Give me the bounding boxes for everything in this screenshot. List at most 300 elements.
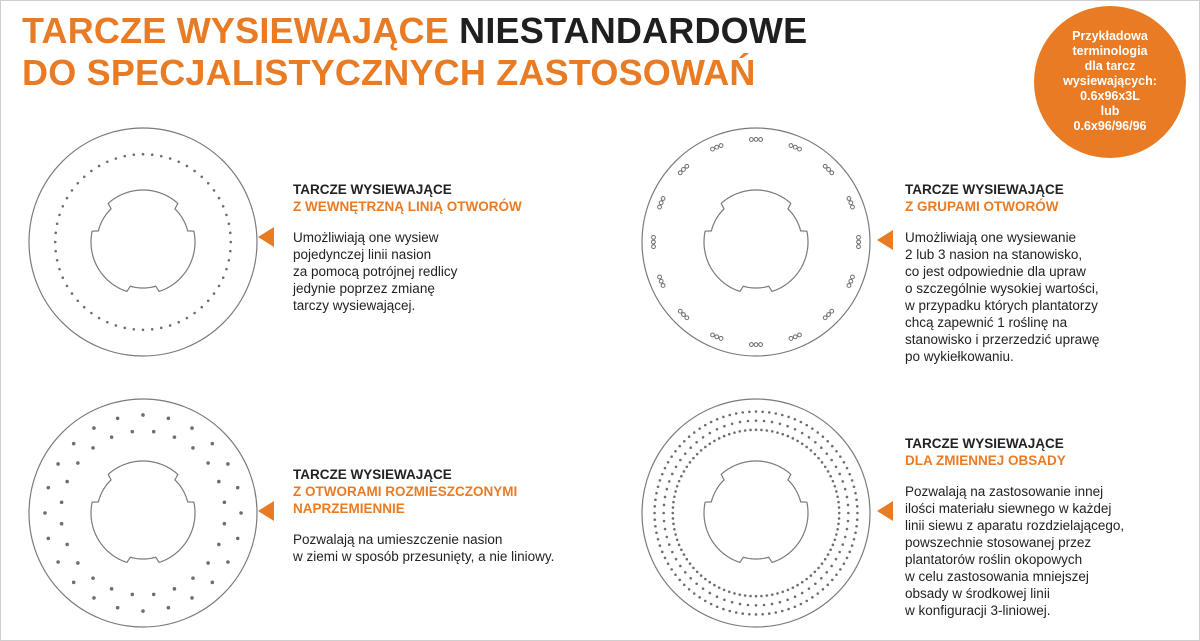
seed-hole bbox=[738, 593, 741, 596]
seed-hole bbox=[56, 560, 60, 564]
seed-hole bbox=[211, 581, 215, 585]
seed-hole bbox=[774, 412, 777, 415]
seed-hole bbox=[679, 459, 682, 462]
seed-hole bbox=[116, 417, 120, 421]
seed-hole bbox=[676, 538, 679, 541]
seed-hole bbox=[841, 480, 844, 483]
seed-hole bbox=[663, 504, 666, 507]
seed-hole bbox=[835, 533, 838, 536]
seed-hole bbox=[702, 436, 705, 439]
seed-hole bbox=[667, 562, 670, 565]
seed-hole bbox=[738, 430, 741, 433]
seed-hole bbox=[66, 197, 69, 200]
seed-hole bbox=[851, 479, 854, 482]
seed-hole bbox=[692, 567, 695, 570]
seed-hole bbox=[763, 604, 766, 607]
seed-hole bbox=[698, 427, 701, 430]
seed-hole bbox=[838, 551, 841, 554]
seed-hole bbox=[781, 610, 784, 613]
seed-hole bbox=[741, 411, 744, 414]
seed-hole bbox=[674, 450, 677, 453]
seed-hole bbox=[792, 586, 795, 589]
seed-hole bbox=[760, 595, 763, 598]
seed-hole bbox=[808, 436, 811, 439]
seed-hole bbox=[106, 321, 109, 324]
seed-hole bbox=[213, 292, 216, 295]
seed-hole bbox=[123, 327, 126, 330]
seed-hole bbox=[695, 582, 698, 585]
seed-hole bbox=[838, 512, 841, 515]
seed-hole bbox=[827, 470, 830, 473]
seed-hole bbox=[829, 475, 832, 478]
seed-hole bbox=[675, 558, 678, 561]
seed-hole bbox=[838, 517, 841, 520]
seed-hole bbox=[749, 595, 752, 598]
seed-hole bbox=[66, 285, 69, 288]
seed-hole bbox=[54, 241, 57, 244]
seed-hole bbox=[854, 492, 857, 495]
seed-hole bbox=[700, 574, 703, 577]
seed-hole bbox=[723, 598, 726, 601]
seed-hole bbox=[853, 485, 856, 488]
seed-hole bbox=[744, 594, 747, 597]
seed-hole bbox=[748, 410, 751, 413]
seed-hole bbox=[664, 496, 667, 499]
seed-hole bbox=[98, 317, 101, 320]
seed-hole bbox=[225, 214, 228, 217]
seed-hole bbox=[855, 498, 858, 501]
seed-hole bbox=[142, 328, 145, 331]
seed-hole bbox=[653, 512, 656, 515]
seed-hole bbox=[222, 205, 225, 208]
seed-hole bbox=[236, 537, 240, 541]
seed-hole bbox=[674, 573, 677, 576]
seed-hole bbox=[814, 571, 817, 574]
seed-hole bbox=[825, 571, 828, 574]
seed-hole bbox=[680, 475, 683, 478]
seed-hole bbox=[704, 600, 707, 603]
seed-hole bbox=[761, 410, 764, 413]
seed-hole bbox=[747, 604, 750, 607]
seed-hole bbox=[58, 268, 61, 271]
section-variable-rate bbox=[905, 435, 1190, 619]
section-body-line: obsady w środkowej linii bbox=[905, 586, 1050, 601]
seed-hole bbox=[225, 268, 228, 271]
seed-hole bbox=[169, 157, 172, 160]
section-body-line: jedynie poprzez zmianę bbox=[293, 281, 435, 296]
seed-hole bbox=[47, 486, 51, 490]
section-body-line: ilości materiału siewnego w każdej bbox=[905, 501, 1112, 516]
seed-hole bbox=[837, 501, 840, 504]
seed-hole bbox=[666, 488, 669, 491]
seed-hole bbox=[716, 428, 719, 431]
seed-hole bbox=[83, 306, 86, 309]
seed-hole bbox=[739, 421, 742, 424]
seed-hole bbox=[856, 518, 859, 521]
seed-hole bbox=[659, 544, 662, 547]
section-body-line: chcą zapewnić 1 roślinę na bbox=[905, 315, 1068, 330]
seed-hole bbox=[821, 461, 824, 464]
seed-hole bbox=[76, 299, 79, 302]
seed-hole bbox=[689, 562, 692, 565]
seed-hole bbox=[710, 421, 713, 424]
seed-hole bbox=[702, 587, 705, 590]
seed-hole bbox=[56, 462, 60, 466]
seed-hole bbox=[655, 531, 658, 534]
seed-hole bbox=[76, 561, 80, 565]
seed-hole bbox=[821, 562, 824, 565]
seed-hole bbox=[731, 601, 734, 604]
seed-hole bbox=[142, 153, 145, 156]
seed-hole bbox=[826, 440, 829, 443]
seed-hole bbox=[678, 480, 681, 483]
seed-hole bbox=[678, 445, 681, 448]
seed-hole bbox=[820, 577, 823, 580]
seed-hole bbox=[676, 485, 679, 488]
seed-hole bbox=[708, 581, 711, 584]
seed-hole bbox=[62, 205, 65, 208]
seed-hole bbox=[668, 543, 671, 546]
seed-hole bbox=[848, 473, 851, 476]
seed-hole bbox=[670, 568, 673, 571]
disc-variable-rate bbox=[639, 396, 873, 630]
seed-hole bbox=[151, 328, 154, 331]
seed-hole bbox=[830, 459, 833, 462]
seed-hole bbox=[814, 582, 817, 585]
seed-hole bbox=[801, 592, 804, 595]
seed-hole bbox=[844, 488, 847, 491]
seed-hole bbox=[110, 435, 114, 439]
seed-hole bbox=[755, 595, 758, 598]
seed-hole bbox=[709, 432, 712, 435]
seed-hole bbox=[60, 522, 64, 526]
seed-hole bbox=[763, 420, 766, 423]
seed-hole bbox=[167, 417, 171, 421]
seed-hole bbox=[747, 420, 750, 423]
seed-hole bbox=[846, 557, 849, 560]
seed-hole bbox=[65, 543, 69, 547]
disc-staggered bbox=[26, 396, 260, 630]
seed-hole bbox=[91, 576, 95, 580]
seed-hole bbox=[728, 433, 731, 436]
section-heading: TARCZE WYSIEWAJĄCE bbox=[905, 436, 1064, 451]
section-body-line: w przypadku których plantatorzy bbox=[905, 298, 1098, 313]
seed-hole bbox=[654, 498, 657, 501]
section-body-line: Pozwalają na zastosowanie innej bbox=[905, 484, 1104, 499]
seed-hole bbox=[141, 413, 145, 417]
seed-hole bbox=[834, 538, 837, 541]
seed-hole bbox=[704, 424, 707, 427]
seed-hole bbox=[841, 543, 844, 546]
seed-hole bbox=[839, 455, 842, 458]
seed-hole bbox=[675, 466, 678, 469]
seed-hole bbox=[65, 480, 69, 484]
seed-hole bbox=[92, 426, 96, 430]
section-body-line: w celu zastosowania mniejszej bbox=[905, 569, 1089, 584]
seed-hole bbox=[853, 538, 856, 541]
seed-hole bbox=[837, 523, 840, 526]
seed-hole bbox=[213, 189, 216, 192]
seed-hole bbox=[683, 470, 686, 473]
seed-hole bbox=[689, 577, 692, 580]
section-subheading: Z WEWNĘTRZNĄ LINIĄ OTWORÓW bbox=[293, 199, 522, 214]
seed-hole bbox=[696, 571, 699, 574]
seed-hole bbox=[239, 511, 243, 515]
seed-hole bbox=[735, 412, 738, 415]
seed-hole bbox=[206, 461, 210, 465]
seed-hole bbox=[693, 431, 696, 434]
seed-hole bbox=[708, 443, 711, 446]
seed-hole bbox=[671, 551, 674, 554]
seed-hole bbox=[661, 473, 664, 476]
seed-hole bbox=[692, 457, 695, 460]
seed-hole bbox=[71, 292, 74, 295]
seed-hole bbox=[846, 528, 849, 531]
seed-hole bbox=[58, 214, 61, 217]
seed-hole bbox=[223, 500, 227, 504]
seed-hole bbox=[771, 421, 774, 424]
seed-hole bbox=[728, 591, 731, 594]
seed-hole bbox=[98, 165, 101, 168]
seed-hole bbox=[151, 153, 154, 156]
seed-hole bbox=[657, 485, 660, 488]
seed-hole bbox=[56, 259, 59, 262]
seed-hole bbox=[831, 579, 834, 582]
seed-hole bbox=[800, 421, 803, 424]
seed-hole bbox=[218, 285, 221, 288]
seed-hole bbox=[218, 197, 221, 200]
section-body-line: w konfiguracji 3-liniowej. bbox=[905, 603, 1051, 618]
seed-hole bbox=[836, 528, 839, 531]
seed-hole bbox=[786, 425, 789, 428]
seed-hole bbox=[792, 437, 795, 440]
seed-hole bbox=[671, 512, 674, 515]
seed-hole bbox=[673, 495, 676, 498]
seed-hole bbox=[728, 414, 731, 417]
disc-outline bbox=[29, 128, 257, 356]
seed-hole bbox=[152, 430, 156, 434]
seed-hole bbox=[152, 593, 156, 597]
seed-hole bbox=[667, 461, 670, 464]
seed-hole bbox=[695, 441, 698, 444]
section-body-line: 2 lub 3 nasion na stanowisko, bbox=[905, 247, 1083, 262]
seed-hole bbox=[686, 558, 689, 561]
seed-hole bbox=[718, 586, 721, 589]
seed-hole bbox=[130, 430, 134, 434]
seed-hole bbox=[835, 573, 838, 576]
seed-hole bbox=[827, 553, 830, 556]
seed-hole bbox=[229, 232, 232, 235]
seed-hole bbox=[794, 595, 797, 598]
title-line-2: DO SPECJALISTYCZNYCH ZASTOSOWAŃ bbox=[22, 52, 756, 93]
seed-hole bbox=[794, 418, 797, 421]
section-inner-line bbox=[293, 181, 593, 314]
seed-hole bbox=[808, 587, 811, 590]
seed-hole bbox=[661, 551, 664, 554]
seed-hole bbox=[760, 429, 763, 432]
seed-hole bbox=[846, 467, 849, 470]
seed-hole bbox=[805, 600, 808, 603]
section-body-line: tarczy wysiewającej. bbox=[293, 298, 416, 313]
section-body-line: powszechnie stosowanej przez bbox=[905, 535, 1092, 550]
seed-hole bbox=[106, 161, 109, 164]
disc-inner-line bbox=[26, 125, 260, 359]
seed-hole bbox=[672, 523, 675, 526]
section-body-line: co jest odpowiednie dla upraw bbox=[905, 264, 1086, 279]
seed-hole bbox=[207, 182, 210, 185]
seed-hole bbox=[160, 155, 163, 158]
seed-hole bbox=[846, 496, 849, 499]
seed-hole bbox=[843, 461, 846, 464]
seed-hole bbox=[847, 504, 850, 507]
seed-hole bbox=[805, 578, 808, 581]
seed-hole bbox=[90, 170, 93, 173]
seed-hole bbox=[76, 182, 79, 185]
seed-hole bbox=[774, 611, 777, 614]
seed-hole bbox=[835, 450, 838, 453]
seed-hole bbox=[683, 440, 686, 443]
seed-hole bbox=[704, 578, 707, 581]
seed-hole bbox=[226, 462, 230, 466]
badge-line: lub bbox=[1100, 103, 1120, 118]
seed-hole bbox=[236, 486, 240, 490]
seed-hole bbox=[207, 299, 210, 302]
seed-hole bbox=[110, 587, 114, 591]
seed-hole bbox=[670, 455, 673, 458]
seed-hole bbox=[768, 612, 771, 615]
seed-hole bbox=[836, 495, 839, 498]
badge-line: 0.6x96/96/96 bbox=[1073, 118, 1147, 133]
seed-hole bbox=[653, 505, 656, 508]
seed-hole bbox=[686, 465, 689, 468]
seed-hole bbox=[723, 425, 726, 428]
seed-hole bbox=[835, 558, 838, 561]
seed-hole bbox=[832, 480, 835, 483]
pointer-arrow-icon bbox=[877, 501, 893, 521]
section-body-line: stanowisko i przerzedzić uprawę bbox=[905, 332, 1100, 347]
seed-hole bbox=[678, 544, 681, 547]
seed-hole bbox=[805, 424, 808, 427]
seed-hole bbox=[824, 558, 827, 561]
seed-hole bbox=[838, 506, 841, 509]
title-dark-part: NIESTANDARDOWE bbox=[459, 10, 808, 51]
seed-hole bbox=[805, 446, 808, 449]
seed-hole bbox=[801, 432, 804, 435]
seed-hole bbox=[776, 592, 779, 595]
seed-hole bbox=[191, 576, 195, 580]
seed-hole bbox=[666, 536, 669, 539]
disc-outline bbox=[642, 399, 870, 627]
seed-hole bbox=[771, 430, 774, 433]
seed-hole bbox=[191, 446, 195, 450]
seed-hole bbox=[226, 560, 230, 564]
section-body-line: po wykiełkowaniu. bbox=[905, 349, 1014, 364]
seed-hole bbox=[796, 440, 799, 443]
seed-hole bbox=[680, 549, 683, 552]
disc-outline bbox=[29, 399, 257, 627]
page-title bbox=[22, 10, 807, 94]
seed-hole bbox=[54, 232, 57, 235]
seed-hole bbox=[787, 416, 790, 419]
seed-hole bbox=[831, 445, 834, 448]
seed-hole bbox=[200, 306, 203, 309]
seed-hole bbox=[43, 511, 47, 515]
seed-hole bbox=[674, 490, 677, 493]
seed-hole bbox=[190, 426, 194, 430]
seed-hole bbox=[741, 612, 744, 615]
seed-hole bbox=[228, 222, 231, 225]
seed-hole bbox=[177, 161, 180, 164]
seed-hole bbox=[733, 431, 736, 434]
seed-hole bbox=[749, 429, 752, 432]
section-body-line: plantatorów roślin okopowych bbox=[905, 552, 1083, 567]
seed-hole bbox=[844, 536, 847, 539]
seed-hole bbox=[47, 537, 51, 541]
seed-hole bbox=[781, 433, 784, 436]
seed-hole bbox=[843, 562, 846, 565]
seed-hole bbox=[856, 512, 859, 515]
seed-hole bbox=[193, 170, 196, 173]
seed-hole bbox=[728, 610, 731, 613]
badge-line: terminologia bbox=[1072, 43, 1148, 58]
section-subheading: DLA ZMIENNEJ OBSADY bbox=[905, 453, 1066, 468]
seed-hole bbox=[814, 441, 817, 444]
seed-hole bbox=[810, 574, 813, 577]
section-body-line: Umożliwiają one wysiew bbox=[293, 230, 439, 245]
section-heading: TARCZE WYSIEWAJĄCE bbox=[293, 182, 452, 197]
seed-hole bbox=[787, 435, 790, 438]
section-subheading: Z OTWORAMI ROZMIESZCZONYMI bbox=[293, 484, 518, 499]
section-groups bbox=[905, 181, 1185, 365]
seed-hole bbox=[72, 581, 76, 585]
seed-hole bbox=[733, 592, 736, 595]
seed-hole bbox=[206, 561, 210, 565]
seed-hole bbox=[167, 606, 171, 610]
section-body-line: linii siewu z aparatu rozdzielającego, bbox=[905, 518, 1125, 533]
seed-hole bbox=[653, 518, 656, 521]
seed-hole bbox=[847, 512, 850, 515]
section-subheading: Z GRUPAMI OTWORÓW bbox=[905, 199, 1059, 214]
seed-hole bbox=[684, 571, 687, 574]
seed-hole bbox=[668, 480, 671, 483]
seed-hole bbox=[674, 533, 677, 536]
seed-hole bbox=[173, 587, 177, 591]
seed-hole bbox=[766, 429, 769, 432]
seed-hole bbox=[832, 544, 835, 547]
seed-hole bbox=[801, 443, 804, 446]
seed-hole bbox=[76, 461, 80, 465]
seed-hole bbox=[755, 410, 758, 413]
seed-hole bbox=[696, 453, 699, 456]
seed-hole bbox=[704, 446, 707, 449]
seed-hole bbox=[781, 414, 784, 417]
seed-hole bbox=[130, 593, 134, 597]
seed-hole bbox=[854, 531, 857, 534]
seed-hole bbox=[822, 588, 825, 591]
seed-hole bbox=[851, 544, 854, 547]
seed-hole bbox=[722, 416, 725, 419]
seed-hole bbox=[718, 437, 721, 440]
section-body-line: o szczególnie wysokiej wartości, bbox=[905, 281, 1099, 296]
seed-hole bbox=[115, 324, 118, 327]
seed-hole bbox=[62, 276, 65, 279]
seed-hole bbox=[123, 155, 126, 158]
seed-hole bbox=[655, 492, 658, 495]
seed-hole bbox=[169, 324, 172, 327]
seed-hole bbox=[787, 589, 790, 592]
section-staggered bbox=[293, 466, 613, 565]
seed-hole bbox=[92, 596, 96, 600]
